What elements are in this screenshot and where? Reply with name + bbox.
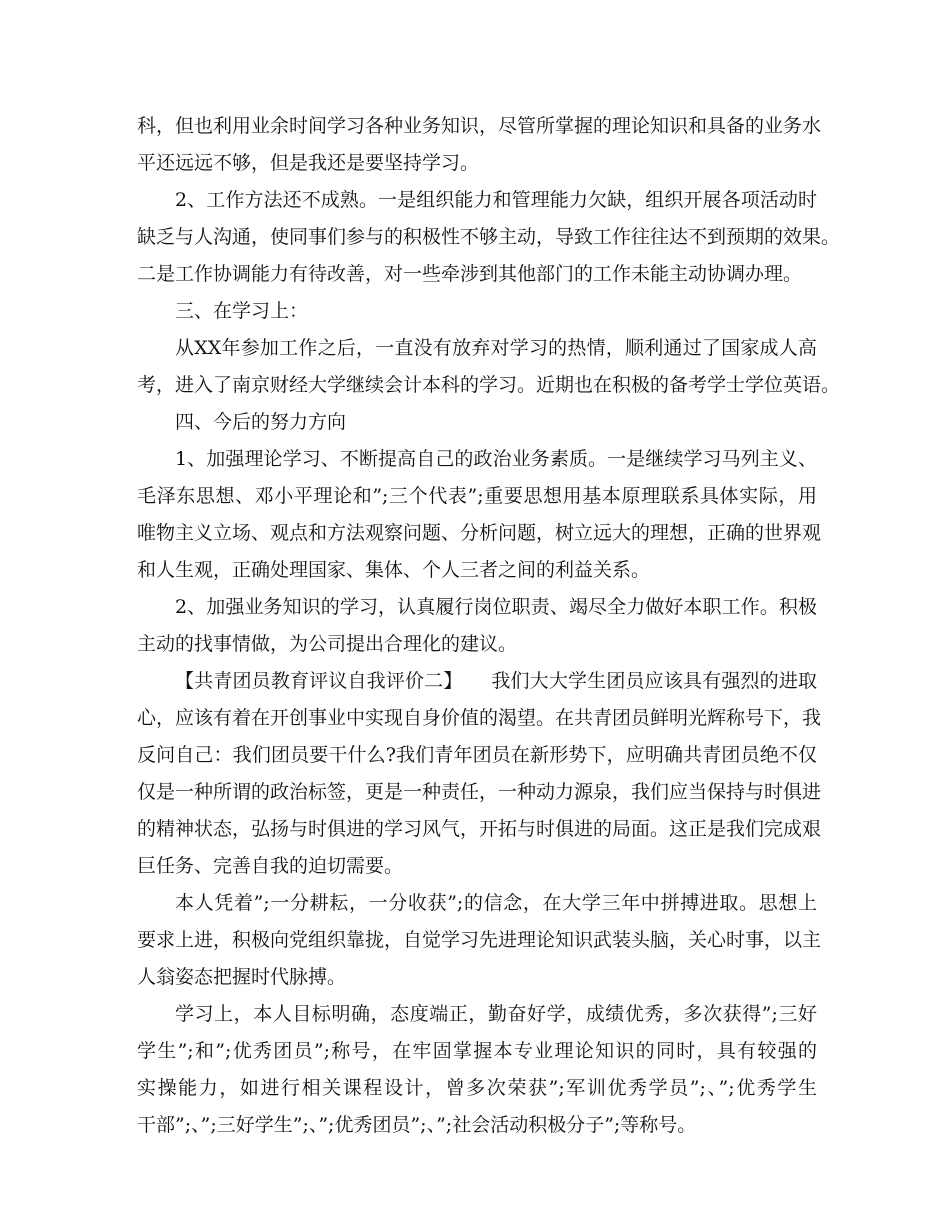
document-page <box>137 108 841 1144</box>
text-line: 缺乏与人沟通，使同事们参与的积极性不够主动，导致工作往往达不到预期的效果。 <box>137 226 841 248</box>
text-line: 仅是一种所谓的政治标签，更是一种责任，一种动力源泉，我们应当保持与时俱进 <box>137 781 822 803</box>
section-heading: 四、今后的努力方向 <box>175 411 347 433</box>
section-heading: 三、在学习上： <box>175 300 309 322</box>
text-line: 毛泽东思想、邓小平理论和”;三个代表”;重要思想用基本原理联系具体实际，用 <box>137 485 817 507</box>
text-line: 唯物主义立场、观点和方法观察问题、分析问题，树立远大的理想，正确的世界观 <box>137 522 822 544</box>
text-line: 1、加强理论学习、不断提高自己的政治业务素质。一是继续学习马列主义、 <box>175 448 817 470</box>
text-line: 平还远远不够，但是我还是要坚持学习。 <box>137 152 480 174</box>
text-line: 的精神状态，弘扬与时俱进的学习风气，开拓与时俱进的局面。这正是我们完成艰 <box>137 818 822 840</box>
text-line: 和人生观，正确处理国家、集体、个人三者之间的利益关系。 <box>137 559 651 581</box>
text-line: 科，但也利用业余时间学习各种业务知识，尽管所掌握的理论知识和具备的业务水 <box>137 115 822 137</box>
text-line: 考，进入了南京财经大学继续会计本科的学习。近期也在积极的备考学士学位英语。 <box>137 374 841 396</box>
text-line: 主动的找事情做，为公司提出合理化的建议。 <box>137 633 518 655</box>
text-line: 2、工作方法还不成熟。一是组织能力和管理能力欠缺，组织开展各项活动时 <box>175 189 817 211</box>
text-line: 要求上进，积极向党组织靠拢，自觉学习先进理论知识武装头脑，关心时事，以主 <box>137 929 822 951</box>
text-line: 从XX年参加工作之后，一直没有放弃对学习的热情，顺利通过了国家成人高 <box>175 337 817 359</box>
text-line: 人翁姿态把握时代脉搏。 <box>137 966 347 988</box>
text-line: 二是工作协调能力有待改善，对一些牵涉到其他部门的工作未能主动协调办理。 <box>137 263 803 285</box>
text-line: 实操能力，如进行相关课程设计，曾多次荣获”;军训优秀学员”;、”;优秀学生 <box>137 1077 817 1099</box>
text-line: 学习上，本人目标明确，态度端正，勤奋好学，成绩优秀，多次获得”;三好 <box>175 1003 817 1025</box>
text-line: 巨任务、完善自我的迫切需要。 <box>137 855 404 877</box>
text-line: 【共青团员教育评议自我评价二】 我们大大学生团员应该具有强烈的进取 <box>175 670 817 692</box>
text-line: 本人凭着”;一分耕耘，一分收获”;的信念，在大学三年中拼搏进取。思想上 <box>175 892 817 914</box>
text-line: 2、加强业务知识的学习，认真履行岗位职责、竭尽全力做好本职工作。积极 <box>175 596 817 618</box>
text-line: 反问自己：我们团员要干什么?我们青年团员在新形势下，应明确共青团员绝不仅 <box>137 744 817 766</box>
text-line: 心，应该有着在开创事业中实现自身价值的渴望。在共青团员鲜明光辉称号下，我 <box>137 707 822 729</box>
text-line: 干部”;、”;三好学生”;、”;优秀团员”;、”;社会活动积极分子”;等称号。 <box>137 1114 697 1136</box>
text-line: 学生”;和”;优秀团员”;称号，在牢固掌握本专业理论知识的同时，具有较强的 <box>137 1040 817 1062</box>
